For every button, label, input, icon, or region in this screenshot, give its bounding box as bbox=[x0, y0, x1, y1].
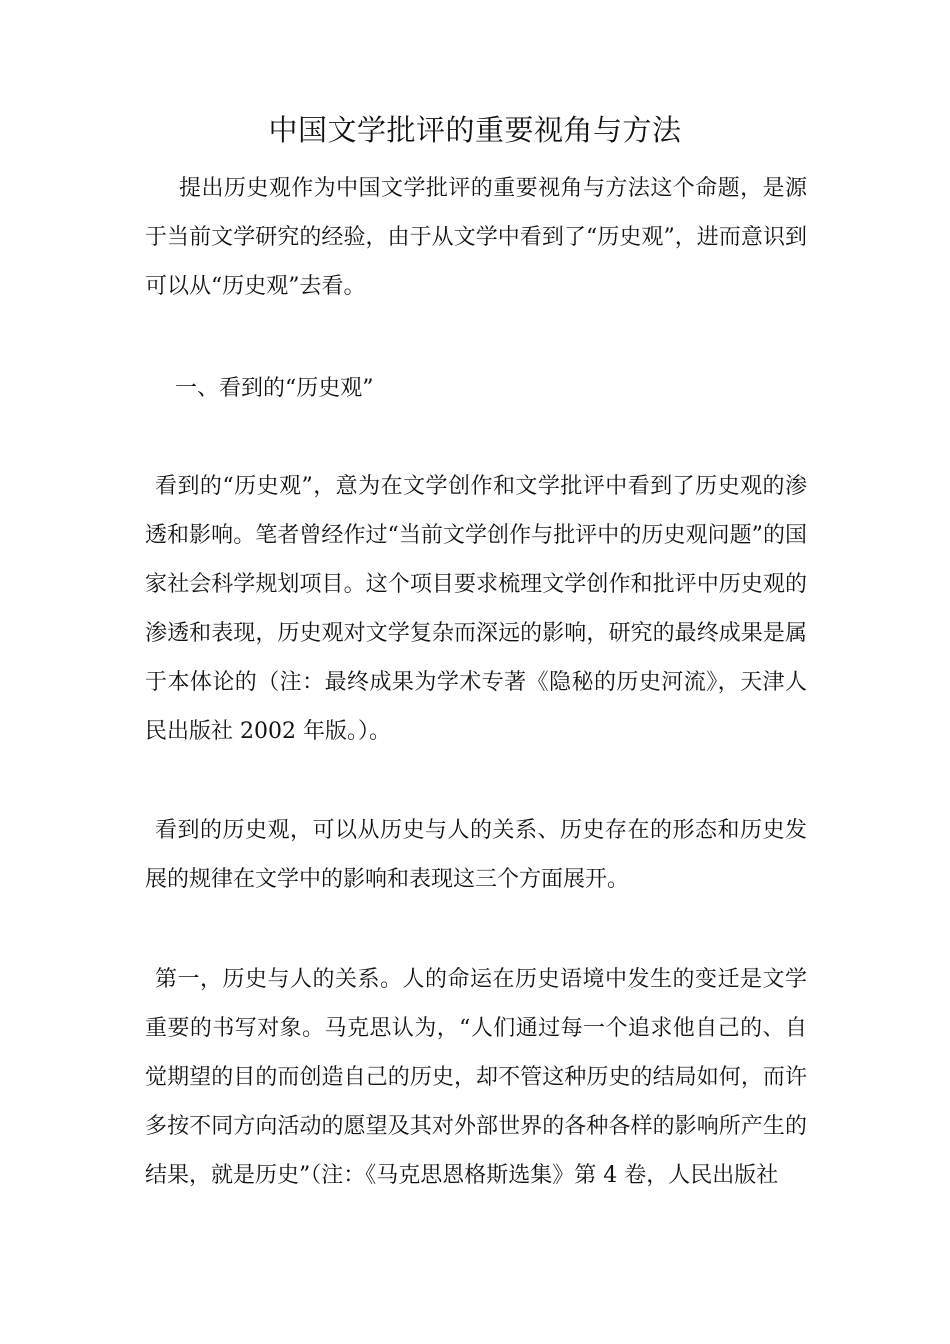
body-paragraph-1: 看到的“历史观”，意为在文学创作和文学批评中看到了历史观的渗透和影响。笔者曾经作过“当前文学创作与批评中的历史观问题”的国家社会科学规划项目。这个项目要求梳理文学创作和批评中历史观的渗透和表现，历史观对文学复杂而深远的影响，研究的最终成果是属于本体论的（注：最终成果为学术专著《隐秘的历史河流》，天津人民出版社 2002 年版。）。 bbox=[145, 474, 807, 744]
document-title: 中国文学批评的重要视角与方法 bbox=[268, 113, 682, 147]
intro-paragraph: 提出历史观作为中国文学批评的重要视角与方法这个命题，是源于当前文学研究的经验，由于从文学中看到了“历史观”，进而意识到可以从“历史观”去看。 bbox=[145, 176, 807, 299]
body-paragraph-3: 第一，历史与人的关系。人的命运在历史语境中发生的变迁是文学重要的书写对象。马克思认为，“人们通过每一个追求他自己的、自觉期望的目的而创造自己的历史，却不管这种历史的结局如何，而许多按不同方向活动的愿望及其对外部世界的各种各样的影响所产生的结果，就是历史”（注：《马克思恩格斯选集》第 4 卷，人民出版社 bbox=[145, 967, 807, 1188]
body-paragraph-2: 看到的历史观，可以从历史与人的关系、历史存在的形态和历史发展的规律在文学中的影响和表现这三个方面展开。 bbox=[145, 818, 807, 892]
section-heading: 一、看到的“历史观” bbox=[175, 376, 374, 401]
